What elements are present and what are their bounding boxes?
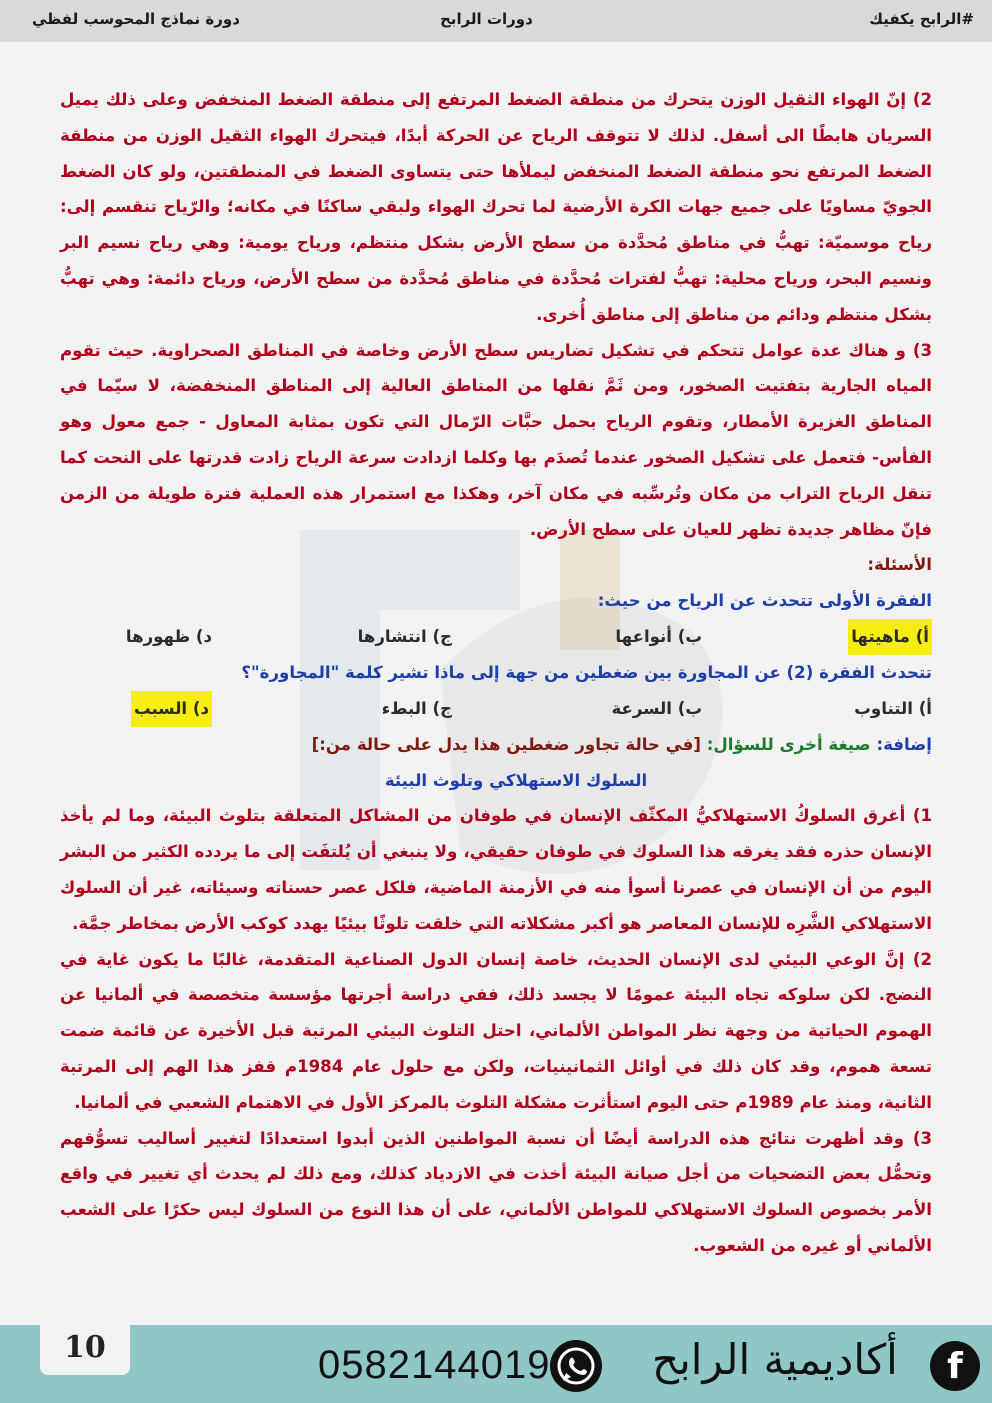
section-title-consumer-behavior: السلوك الاستهلاكي وتلوث البيئة: [384, 770, 648, 790]
header-course-name: دورات الرابح: [440, 10, 533, 28]
wind-paragraph-2: 2) إنّ الهواء الثقيل الوزن يتحرك من منطقة الضغط المرتفع إلى منطقة الضغط المنخفض وعلى ذلك يميل السريان هابطًا الى أسفل. لذلك لا تتوقف الرياح عن الحركة أبدًا، فيتحرك الهواء الثقيل الوزن من منطقة الضغط المرتفع نحو منطقة الضغط المنخفض ليملأها حتى يتساوى الضغط في المنطقتين، ولو كان الضغط الجويّ مساويًا على جميع جهات الكرة الأرضية لما تحرك الهواء ولبقي ساكنًا في مكانه؛ والرّياح تنقسم إلى: رياح موسميّة: تهبُّ في مناطق مُحدَّدة من سطح الأرض بشكل منتظم، ورياح يومية: وهي رياح نسيم البر ونسيم البحر، ورياح محلية: تهبُّ لفترات مُحدَّدة في مناطق مُحدَّدة من سطح الأرض، ورياح دائمة: وهي تهبُّ بشكل منتظم ودائم من مناطق إلى مناطق أُخرى.: [60, 90, 932, 324]
env-paragraph-2: 2) إنَّ الوعي البيئي لدى الإنسان الحديث، خاصة إنسان الدول الصناعية المتقدمة، غالبًا ما يكون غاية في النضج. لكن سلوكه تجاه البيئة عمومًا لا يجسد ذلك، ففي دراسة أجرتها مؤسسة متخصصة في ألمانيا عن الهموم الحياتية من وجهة نظر المواطن الألماني، احتل التلوث البيئي المرتبة قبل الأخيرة عن قائمة ضمت تسعة هموم، وقد كان ذلك في أوائل الثمانينيات، ولكن مع حلول عام 1984م قفز هذا الهم إلى المرتبة الثانية، ومنذ عام 1989م حتى اليوم استأثرت مشكلة التلوث بالمركز الأول في الاهتمام الشعبي في ألمانيا.: [60, 949, 932, 1112]
q2-option-d[interactable]: د) السبب: [131, 691, 212, 727]
questions-heading: الأسئلة:: [867, 555, 932, 575]
phone-number[interactable]: 0582144019: [318, 1343, 551, 1387]
q1-option-a[interactable]: أ) ماهيتها: [848, 619, 932, 655]
header-section-title: دورة نماذج المحوسب لفظي: [32, 10, 240, 28]
q2-option-b[interactable]: ب) السرعة: [611, 698, 702, 718]
facebook-icon[interactable]: f: [930, 1341, 980, 1391]
q1-option-b[interactable]: ب) أنواعها: [615, 626, 702, 646]
env-paragraph-3: 3) وقد أظهرت نتائج هذه الدراسة أيضًا أن نسبة المواطنين الذين أبدوا استعدادًا لتغيير أساليب تسوُّقهم وتحمُّل بعض التضحيات من أجل صيانة البيئة أخذت في الازدياد كذلك، ومع ذلك لم يحدث أي تغيير في واقع الأمر بخصوص السلوك الاستهلاكي للمواطن الألماني، على أن هذا النوع من السلوك ليس حكرًا على الشعب الألماني أو غيره من الشعوب.: [60, 1128, 932, 1255]
main-content: [60, 82, 932, 1264]
page-header: [0, 0, 992, 42]
question-2-options: [60, 691, 932, 727]
wind-paragraph-3: 3) و هناك عدة عوامل تتحكم في تشكيل تضاريس سطح الأرض وخاصة في المناطق الصحراوية. حيث تقوم المياه الجارية بتفتيت الصخور، ومن ثَمَّ نقلها من المناطق العالية إلى المناطق المنخفضة، لا سيّما في المناطق الغزيرة الأمطار، وتقوم الرياح بحمل حبَّات الرّمال التي تكون بمثابة المعاول - جمع معول وهو الفأس- فتعمل على تشكيل الصخور عندما تُصدَم بها وكلما ازدادت سرعة الرياح زادت قدرتها على النحت كما تنقل الرياح التراب من مكان وتُرسِّبه في مكان آخر، وهكذا مع استمرار هذه العملية فترة طويلة من الزمن فإنّ مظاهر جديدة تظهر للعيان على سطح الأرض.: [60, 340, 932, 539]
header-hashtag: #الرابح يكفيك: [869, 10, 974, 28]
env-paragraph-1: 1) أغرق السلوكُ الاستهلاكيُّ المكثّف الإنسان في طوفان من المشاكل المتعلقة بتلوث البيئة، وما لم يأخذ الإنسان حذره فقد يغرقه هذا السلوك في طوفان حقيقي، ولا ينبغي أن يُلتفَت إلى ما يردده الكثير من البشر اليوم من أن الإنسان في عصرنا أسوأ منه في الأزمنة الماضية، فلكل عصر حسناته وسيئاته، غير أن السلوك الاستهلاكي الشَّرِه للإنسان المعاصر هو أكبر مشكلاته التي خلقت تلوثًا بيئيًا يهدد كوكب الأرض بمخاطر جمَّة.: [60, 806, 932, 933]
question-1-text: الفقرة الأولى تتحدث عن الرياح من حيث:: [597, 591, 932, 611]
q1-option-c[interactable]: ج) انتشارها: [357, 626, 452, 646]
whatsapp-icon[interactable]: [550, 1340, 602, 1392]
addition-text: [في حالة تجاور ضغطين هذا يدل على حالة من:]: [311, 734, 701, 754]
question-1-options: [60, 619, 932, 655]
addition-label: إضافة:: [876, 734, 932, 754]
q2-option-a[interactable]: أ) التناوب: [854, 698, 932, 718]
addition-variant-label: صيغة أخرى للسؤال:: [706, 734, 871, 754]
page-number: 10: [64, 1330, 106, 1365]
academy-brand-name: أكاديمية الرابح: [652, 1335, 898, 1384]
q1-option-d[interactable]: د) ظهورها: [125, 626, 212, 646]
q2-option-c[interactable]: ج) البطء: [381, 698, 452, 718]
question-addition: [60, 727, 932, 763]
question-2-text: تتحدث الفقرة (2) عن المجاورة بين ضغطين من جهة إلى ماذا تشير كلمة "المجاورة"؟: [241, 662, 932, 682]
